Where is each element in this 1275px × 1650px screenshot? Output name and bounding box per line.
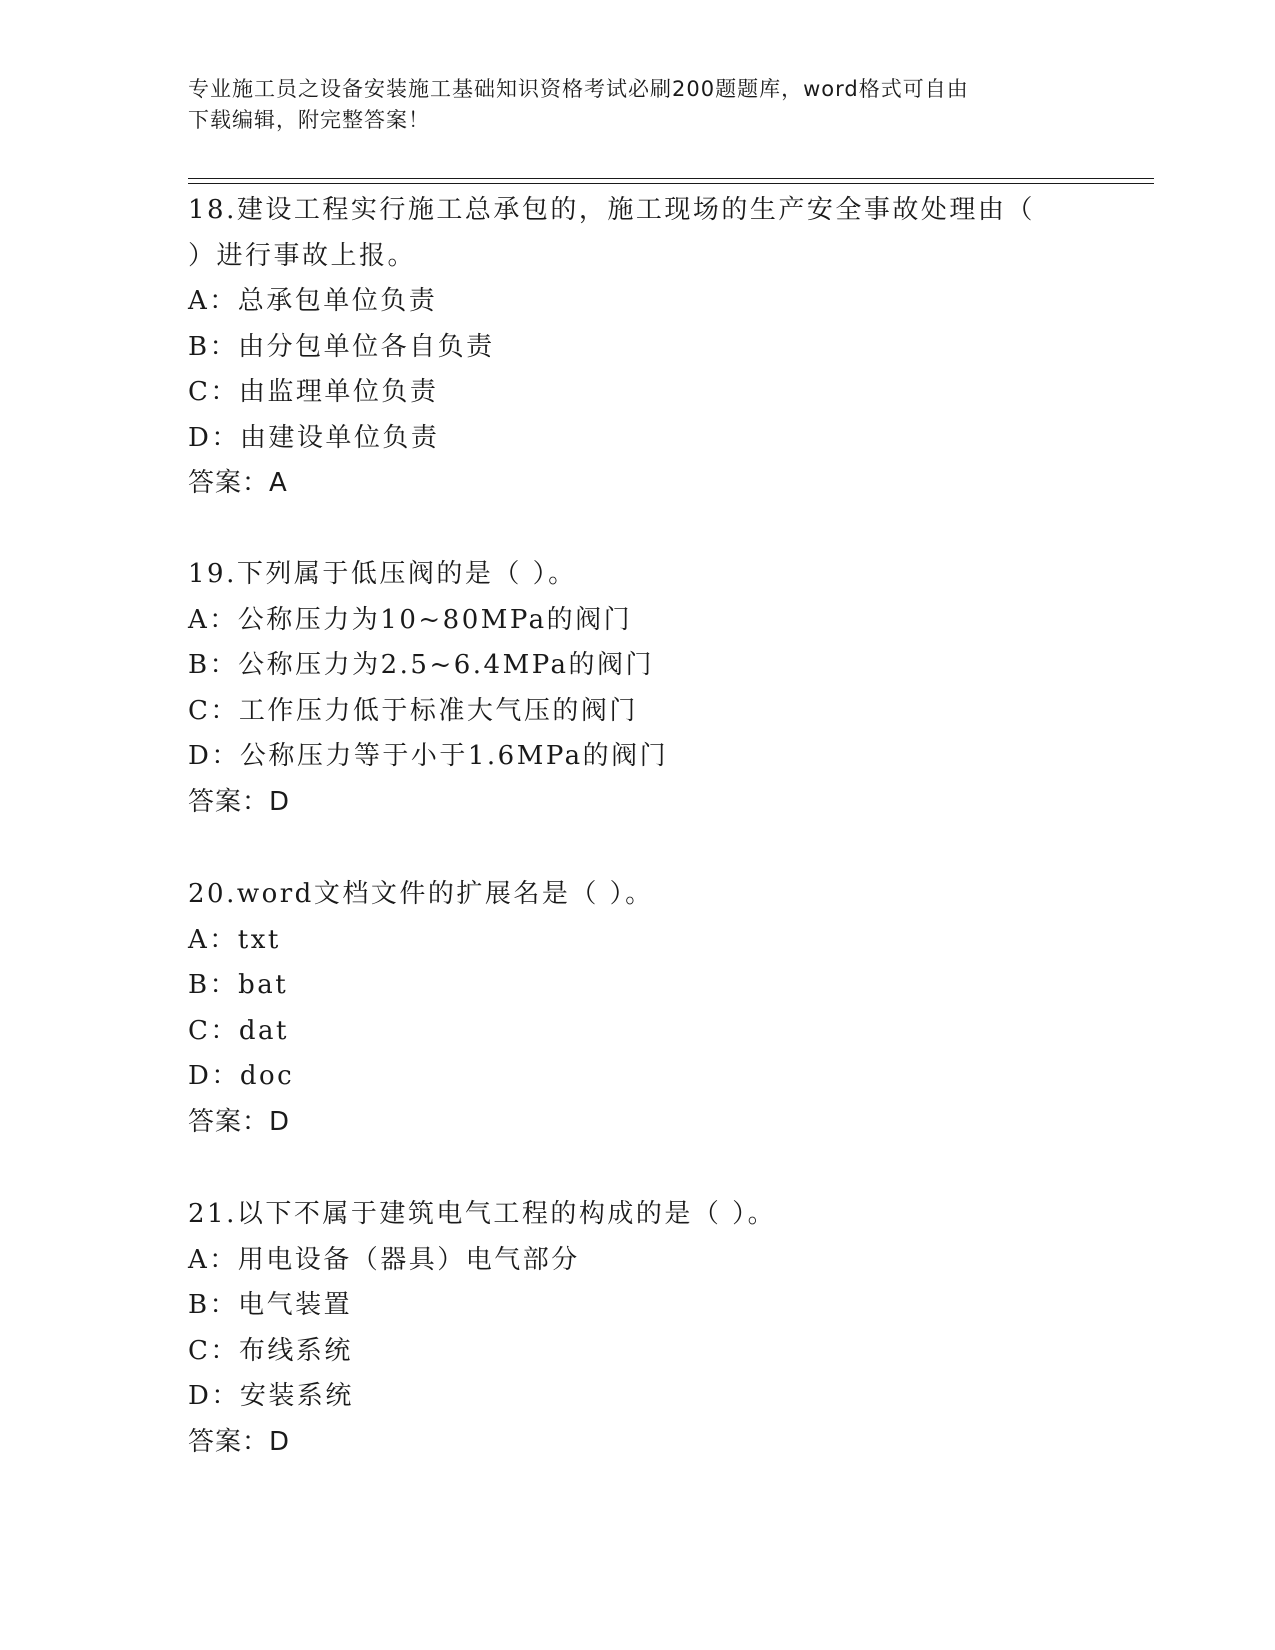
option-d: D：doc <box>188 1061 295 1091</box>
option-c: C：由监理单位负责 <box>188 377 439 407</box>
answer: 答案：D <box>188 786 291 817</box>
option-c: C：工作压力低于标准大气压的阀门 <box>188 695 638 726</box>
answer: 答案：D <box>188 1426 291 1457</box>
answer: 答案：A <box>188 468 288 498</box>
option-d: D：安装系统 <box>188 1381 354 1411</box>
option-d: D：由建设单位负责 <box>188 422 440 453</box>
question-19 <box>188 552 1088 825</box>
question-20 <box>188 872 1088 1145</box>
question-stem: 20.word文档文件的扩展名是（ ）。 <box>188 879 654 909</box>
header-line-2: 下载编辑，附完整答案！ <box>188 108 430 132</box>
question-21 <box>188 1192 1088 1465</box>
option-b: B：公称压力为2.5~6.4MPa的阀门 <box>188 650 655 680</box>
question-stem: 19.下列属于低压阀的是（ ）。 <box>188 559 577 589</box>
question-stem-continued: ）进行事故上报。 <box>188 240 417 271</box>
option-d: D：公称压力等于小于1.6MPa的阀门 <box>188 741 669 771</box>
option-b: B：电气装置 <box>188 1290 353 1320</box>
option-a: A：总承包单位负责 <box>188 286 438 316</box>
question-18 <box>188 188 1088 507</box>
option-b: B：由分包单位各自负责 <box>188 331 495 362</box>
option-c: C：布线系统 <box>188 1335 353 1366</box>
answer: 答案：D <box>188 1106 291 1137</box>
option-a: A：公称压力为10~80MPa的阀门 <box>188 604 633 635</box>
header-divider-top <box>188 178 1154 179</box>
option-c: C：dat <box>188 1015 289 1046</box>
header-line-1: 专业施工员之设备安装施工基础知识资格考试必刷200题题库，word格式可自由 <box>188 77 969 101</box>
header-divider-bottom <box>188 183 1154 184</box>
question-stem: 21.以下不属于建筑电气工程的构成的是（ ）。 <box>188 1199 777 1229</box>
option-a: A：用电设备（器具）电气部分 <box>188 1244 580 1275</box>
document-header <box>188 74 1088 136</box>
option-b: B：bat <box>188 970 289 1000</box>
option-a: A：txt <box>188 924 281 955</box>
question-stem: 18.建设工程实行施工总承包的，施工现场的生产安全事故处理由（ <box>188 195 1035 225</box>
